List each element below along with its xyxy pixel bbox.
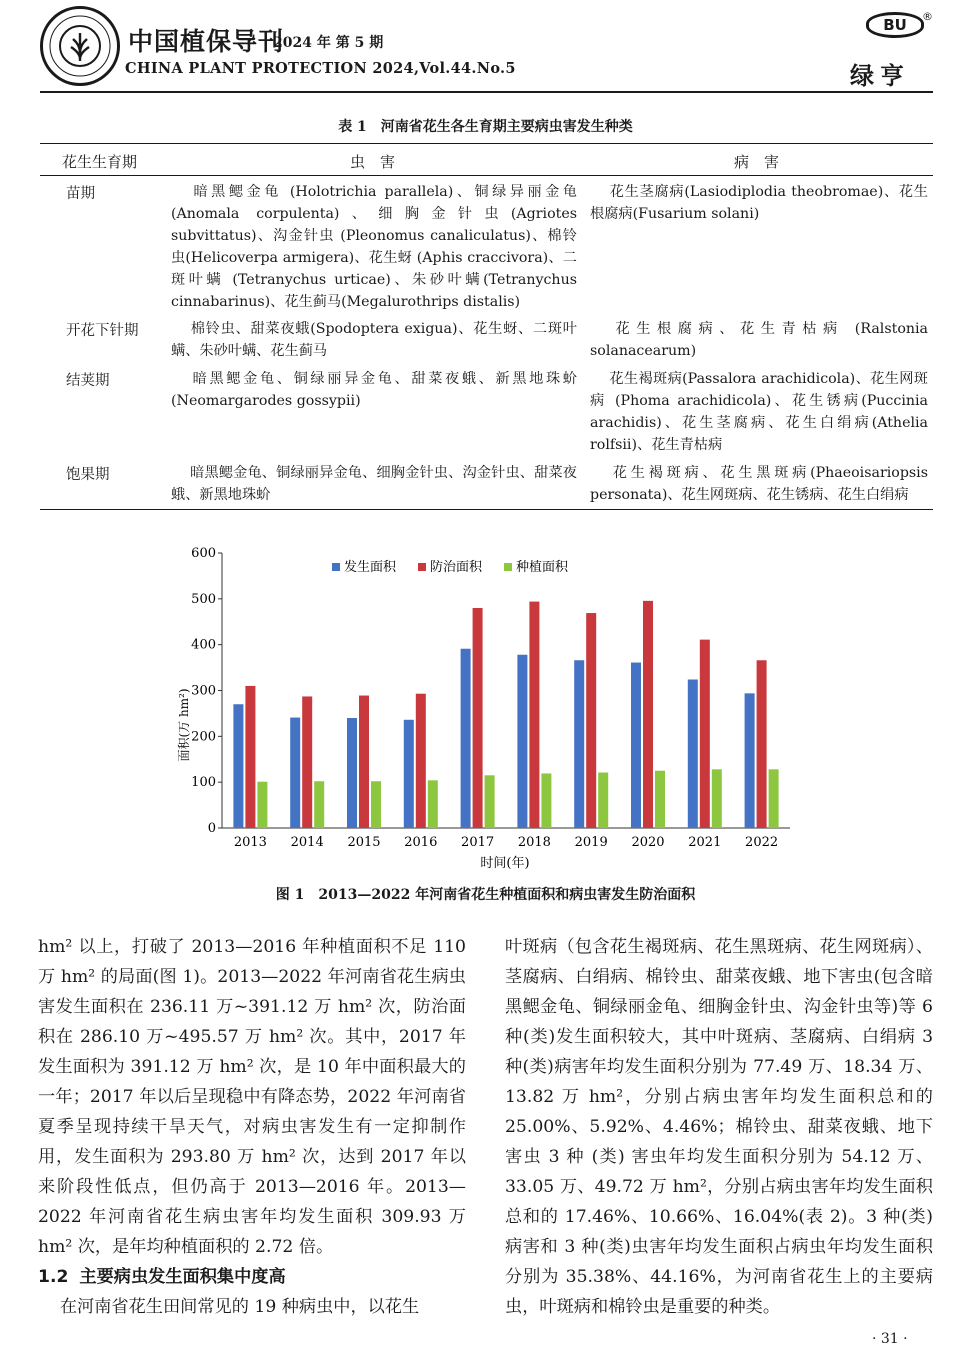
legend-swatch	[332, 563, 340, 571]
table-row-stage: 结荚期	[66, 373, 110, 389]
bar-occurrence	[347, 718, 357, 828]
table-header-rule	[40, 175, 933, 176]
bar-planting	[257, 782, 267, 828]
table-header-diseases: 病 害	[734, 153, 780, 171]
x-axis-label: 时间(年)	[480, 856, 530, 871]
table-caption: 表 1 河南省花生各生育期主要病虫害发生种类	[338, 119, 633, 135]
y-tick-label: 500	[191, 591, 216, 607]
issue-info-cn: 2024 年 第 5 期	[273, 35, 384, 51]
page-number: · 31 ·	[872, 1331, 908, 1347]
bar-control	[302, 696, 312, 828]
table-bottom-rule	[40, 509, 933, 510]
bar-planting	[598, 773, 608, 828]
legend-entry: 防治面积	[430, 560, 483, 575]
table-header-pests: 虫 害	[350, 153, 396, 171]
table-top-rule	[40, 143, 933, 144]
bar-control	[586, 613, 596, 828]
legend-entry: 种植面积	[516, 560, 569, 575]
paragraph: 叶斑病（包含花生褐斑病、花生黑斑病、花生网斑病）、茎腐病、白绢病、棉铃虫、甜菜夜蛾、地下害虫(包含暗黑鳃金龟、铜绿丽金龟、细胸金针虫、沟金针虫等)等 6 种(类)发生面积较大，其中叶斑病、茎腐病、白绢病 3 种(类)病害年均发生面积分别为 77.49 万、18.34 万、13.82 万 hm²，分别占病虫害年均发生面积总和的 25.00%、5.92%、4.46%；棉铃虫、甜菜夜蛾、地下害虫 3 种 (类) 害虫年均发生面积分别为 54.12 万、33.05 万、49.72 万 hm²，分别占病虫害年均发生面积总和的 17.46%、10.66%、16.04%(表 2)。3 种(类)病害和 3 种(类)虫害年均发生面积占病虫年均发生面积分别为 35.38%、44.16%，为河南省花生上的主要病虫，叶斑病和棉铃虫是重要的种类。	[505, 937, 933, 1317]
table-row-pests: 暗黑鳃金龟、铜绿丽异金龟、细胸金针虫、沟金针虫、甜菜夜蛾、新黑地珠蚧	[171, 465, 577, 503]
bar-occurrence	[631, 663, 641, 828]
table-row-diseases: 花生根腐病、花生青枯病 (Ralstonia solanacearum)	[590, 321, 928, 359]
bar-planting	[655, 771, 665, 828]
table-row-diseases: 花生褐斑病、花生黑斑病(Phaeoisariopsis personata)、花生网斑病、花生锈病、花生白绢病	[590, 465, 928, 503]
bar-planting	[769, 769, 779, 828]
bar-control	[757, 660, 767, 828]
bar-control	[359, 696, 369, 828]
y-tick-label: 100	[191, 775, 216, 791]
y-tick-label: 600	[191, 546, 216, 561]
bar-planting	[314, 781, 324, 828]
x-tick-label: 2019	[574, 835, 608, 850]
table-row-pests: 棉铃虫、甜菜夜蛾(Spodoptera exigua)、花生蚜、二斑叶螨、朱砂叶螨、花生蓟马	[171, 321, 577, 359]
bar-planting	[371, 781, 381, 828]
bar-occurrence	[404, 720, 414, 828]
table-header-stage: 花生生育期	[62, 153, 138, 171]
bar-occurrence	[688, 680, 698, 829]
x-tick-label: 2016	[404, 835, 438, 850]
figure-caption: 图 1 2013—2022 年河南省花生种植面积和病虫害发生防治面积	[275, 887, 696, 903]
bar-planting	[485, 775, 495, 828]
x-tick-label: 2017	[461, 835, 495, 850]
x-tick-label: 2022	[745, 835, 779, 850]
table-row-pests: 暗黑鳃金龟、铜绿丽异金龟、甜菜夜蛾、新黑地珠蚧(Neomargarodes gossypii)	[171, 371, 577, 409]
x-tick-label: 2021	[688, 835, 722, 850]
y-tick-label: 400	[191, 637, 216, 653]
right-column	[505, 932, 933, 1322]
brand-logo-mark: BU	[866, 12, 924, 38]
table-row-stage: 开花下针期	[66, 323, 139, 339]
bar-control	[245, 686, 255, 828]
legend-swatch	[504, 563, 512, 571]
x-tick-label: 2015	[347, 835, 381, 850]
y-tick-label: 300	[191, 683, 216, 699]
paragraph: 在河南省花生田间常见的 19 种病虫中，以花生	[59, 1297, 420, 1317]
bar-planting	[428, 780, 438, 828]
bar-planting	[541, 773, 551, 828]
journal-logo	[40, 6, 120, 86]
bar-planting	[712, 769, 722, 828]
bar-control	[529, 602, 539, 828]
bar-occurrence	[517, 655, 527, 828]
bar-control	[643, 601, 653, 828]
bar-control	[473, 608, 483, 828]
bar-occurrence	[574, 660, 584, 828]
bar-occurrence	[461, 649, 471, 828]
table-row-diseases: 花生褐斑病(Passalora arachidicola)、花生网斑病 (Phoma arachidicola)、花生锈病(Puccinia arachidis)、花生茎腐病、花生白绢病(Athelia rolfsii)、花生青枯病	[590, 371, 928, 453]
x-tick-label: 2020	[631, 835, 665, 850]
x-tick-label: 2014	[290, 835, 324, 850]
registered-mark: ®	[922, 10, 933, 23]
bar-chart	[0, 535, 971, 880]
table-row-stage: 苗期	[66, 186, 95, 202]
section-heading	[38, 1262, 466, 1292]
y-tick-label: 200	[191, 729, 216, 745]
bar-control	[700, 640, 710, 828]
bar-occurrence	[290, 718, 300, 828]
table-row-stage: 饱果期	[66, 467, 110, 483]
section-number: 1.2	[38, 1267, 69, 1287]
x-tick-label: 2018	[517, 835, 551, 850]
x-tick-label: 2013	[233, 835, 267, 850]
y-axis-label: 面积(万 hm²)	[177, 688, 191, 762]
bar-occurrence	[233, 704, 243, 828]
legend-swatch	[418, 563, 426, 571]
logo-ring-icon	[43, 9, 117, 83]
journal-title-en: CHINA PLANT PROTECTION 2024,Vol.44.No.5	[125, 60, 516, 77]
bar-occurrence	[745, 693, 755, 828]
journal-title-cn: 中国植保导刊	[128, 27, 285, 56]
brand-logo-text: 绿亨	[850, 61, 910, 90]
section-title: 主要病虫发生面积集中度高	[79, 1267, 286, 1287]
bar-control	[416, 694, 426, 828]
header-rule	[40, 91, 933, 93]
left-column	[38, 932, 466, 1322]
table-row-pests: 暗黑鳃金龟 (Holotrichia parallela)、铜绿异丽金龟(Anomala corpulenta)、细胸金针虫(Agriotes subvittatus)、沟金针虫 (Pleonomus canaliculatus)、棉铃虫(Helicoverpa armigera)、花生蚜 (Aphis craccivora)、二斑叶螨 (Tetranychus urticae)、朱砂叶螨(Tetranychus cinnabarinus)、花生蓟马(Megalurothrips distalis)	[171, 184, 577, 310]
paragraph: hm² 以上，打破了 2013—2016 年种植面积不足 110 万 hm² 的局面(图 1)。2013—2022 年河南省花生病虫害发生面积在 236.11 万~391.12 万 hm² 次，防治面积在 286.10 万~495.57 万 hm² 次。其中，2017 年发生面积为 391.12 万 hm² 次，是 10 年中面积最大的一年；2017 年以后呈现稳中有降态势，2022 年河南省夏季呈现持续干旱天气，对病虫害发生有一定抑制作用，发生面积为 293.80 万 hm² 次，达到 2017 年以来阶段性低点，但仍高于 2013—2016 年。2013—2022 年河南省花生病虫害年均发生面积 309.93 万 hm² 次，是年均种植面积的 2.72 倍。	[38, 937, 466, 1257]
table-row-diseases: 花生茎腐病(Lasiodiplodia theobromae)、花生根腐病(Fusarium solani)	[590, 184, 928, 222]
legend-entry: 发生面积	[344, 560, 397, 575]
y-tick-label: 0	[207, 821, 216, 836]
